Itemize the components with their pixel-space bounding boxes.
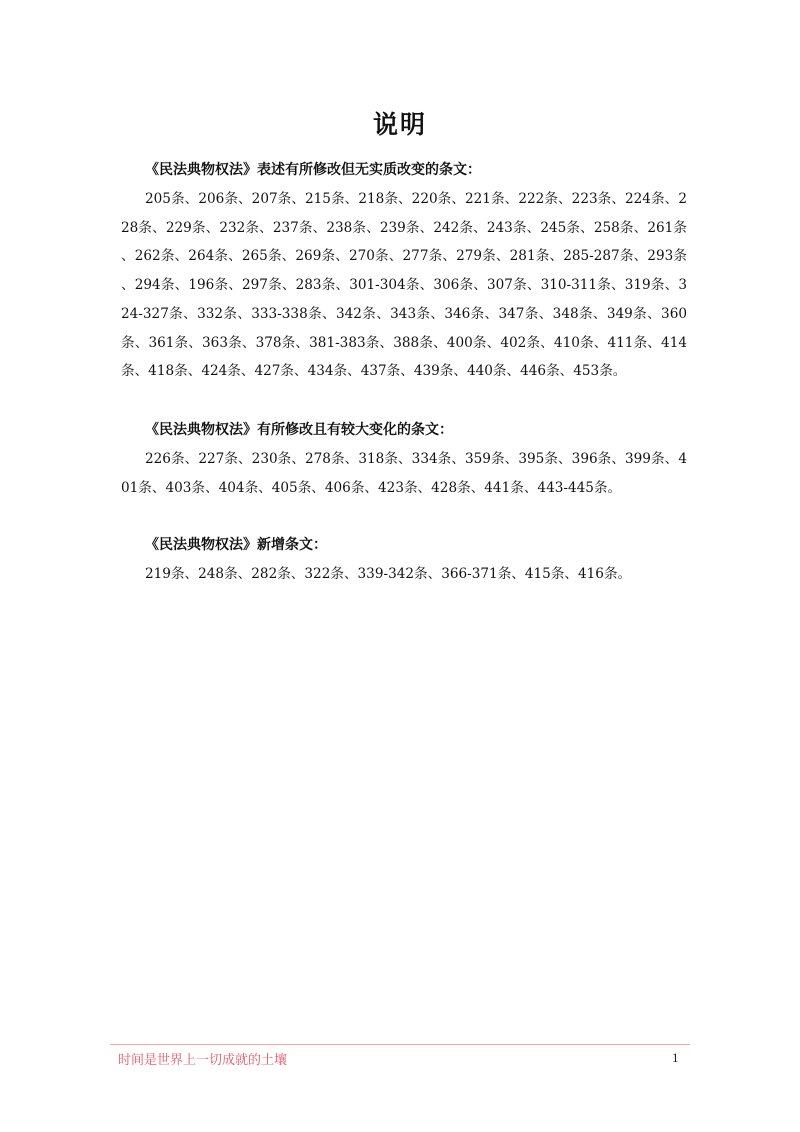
section-heading: 《民法典物权法》有所修改且有较大变化的条文： [145,422,453,438]
page-number: 1 [672,1050,679,1065]
section-new-articles [121,535,687,589]
section-article-list: 226条、227条、230条、278条、318条、334条、359条、395条、396条、399条、401条、403条、404条、405条、406条、423条、428条、441条、443-445条。 [121,451,687,496]
section-article-list: 205条、206条、207条、215条、218条、220条、221条、222条、223条、224条、228条、229条、232条、237条、238条、239条、242条、243条、245条、258条、261条、262条、264条、265条、269条、270条、277条、279条、281条、285-287条、293条、294条、196条、297条、283条、301-304条、306条、307条、310-311条、319条、324-327条、332条、333-338条、342条、343条、346条、347条、348条、349条、360条、361条、363条、378条、381-383条、388条、400条、402条、410条、411条、414条、418条、424条、427条、434条、437条、439条、440条、446条、453条。 [121,191,687,380]
section-heading: 《民法典物权法》新增条文： [145,537,327,553]
section-article-list: 219条、248条、282条、322条、339-342条、366-371条、415条、416条。 [145,566,632,582]
footer-divider [110,1044,690,1045]
page-title: 说明 [372,110,427,139]
section-major-changes [121,420,687,502]
footer-motto: 时间是世界上一切成就的土壤 [118,1053,288,1068]
section-heading: 《民法典物权法》表述有所修改但无实质改变的条文： [145,162,481,178]
section-unchanged-substance [121,160,687,386]
